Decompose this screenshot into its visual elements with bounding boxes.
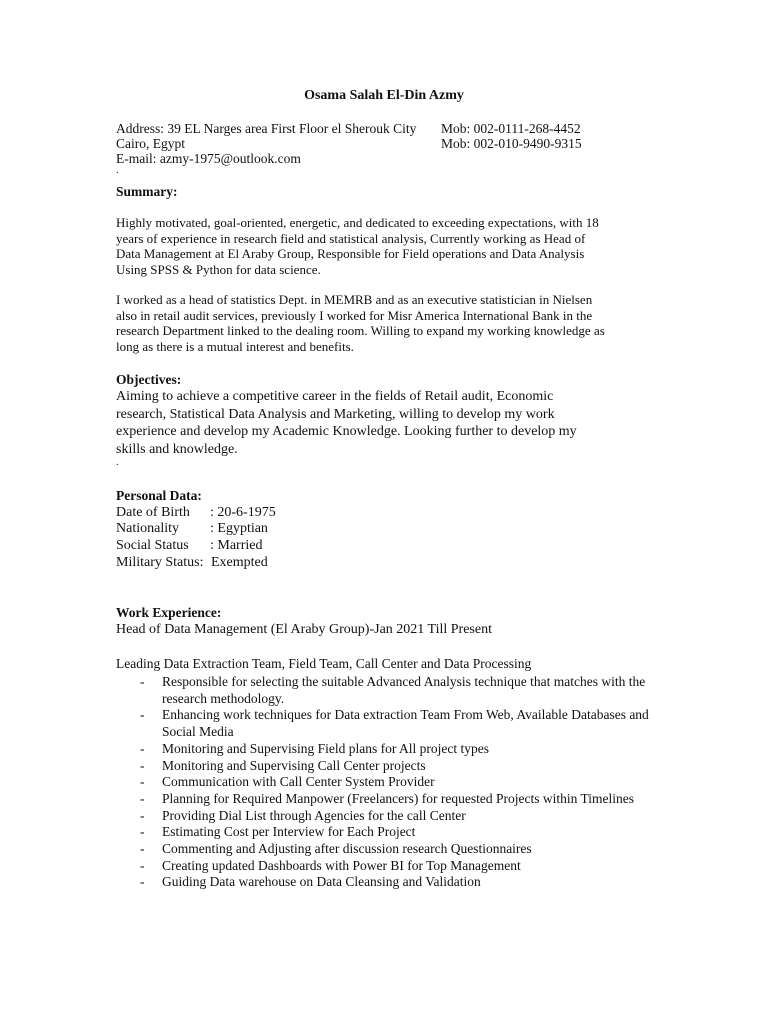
list-item: [116, 841, 676, 858]
list-item: [116, 741, 676, 758]
mobile-number-2: Mob: 002-010-9490-9315: [441, 136, 582, 151]
bullet-dash: -: [140, 757, 145, 773]
personal-data-heading: Personal Data:: [116, 488, 202, 503]
objectives-line: Aiming to achieve a competitive career in the fields of Retail audit, Economic: [116, 389, 554, 404]
nationality-label: Nationality: [116, 521, 179, 536]
summary-p2-line: research Department linked to the dealing room. Willing to expand my working knowledge as: [116, 323, 605, 338]
nationality-value: : Egyptian: [210, 521, 268, 536]
summary-p1-line: Data Management at El Araby Group, Responsible for Field operations and Data Analysis: [116, 246, 585, 261]
objectives-line: skills and knowledge.: [116, 441, 238, 457]
list-item-text: Monitoring and Supervising Call Center projects: [162, 757, 426, 773]
dob-value: : 20-6-1975: [210, 505, 276, 520]
objectives-line: experience and develop my Academic Knowledge. Looking further to develop my: [116, 424, 577, 439]
list-item: [116, 774, 676, 791]
list-item: [116, 674, 676, 707]
summary-p1-line: Using SPSS & Python for data science.: [116, 261, 321, 277]
separator-dot: .: [116, 457, 119, 468]
list-item-text: Monitoring and Supervising Field plans for All project types: [162, 740, 489, 756]
nationality-row: [116, 521, 268, 537]
email-line: E-mail: azmy-1975@outlook.com: [116, 151, 301, 166]
summary-p1-line: Highly motivated, goal-oriented, energetic, and dedicated to exceeding expectations, with 18: [116, 215, 599, 230]
summary-p1-line: years of experience in research field and statistical analysis, Currently working as Head of: [116, 230, 586, 246]
objectives-text: [116, 388, 656, 458]
bullet-dash: -: [140, 857, 145, 873]
separator-dot: .: [116, 165, 119, 176]
summary-p2-line: also in retail audit services, previously I worked for Misr America International Bank in the: [116, 307, 593, 323]
summary-paragraph-2: [116, 292, 652, 354]
dob-label: Date of Birth: [116, 505, 190, 520]
list-item: [116, 758, 676, 775]
list-item-text: Providing Dial List through Agencies for the call Center: [162, 807, 466, 823]
summary-p2-line: long as there is a mutual interest and benefits.: [116, 338, 354, 354]
list-item-text: Commenting and Adjusting after discussion research Questionnaires: [162, 841, 532, 857]
list-item-text: Estimating Cost per Interview for Each Project: [162, 824, 416, 840]
list-item-text: Creating updated Dashboards with Power BI for Top Management: [162, 857, 521, 873]
work-intro: Leading Data Extraction Team, Field Team, Call Center and Data Processing: [116, 656, 532, 671]
military-status-row: [116, 555, 268, 571]
list-item: [116, 874, 676, 891]
military-status-label: Military Status:: [116, 555, 204, 570]
list-item-text: Enhancing work techniques for Data extraction Team From Web, Available Databases and Social Media: [162, 707, 649, 740]
current-position: Head of Data Management (El Araby Group)-Jan 2021 Till Present: [116, 622, 492, 637]
social-status-row: [116, 538, 262, 554]
social-status-label: Social Status: [116, 538, 189, 553]
address-line-1: Address: 39 EL Narges area First Floor el Sherouk City: [116, 121, 417, 136]
candidate-name: Osama Salah El-Din Azmy: [304, 88, 464, 103]
summary-paragraph-1: [116, 215, 652, 277]
military-status-value: Exempted: [211, 555, 268, 570]
dob-row: [116, 505, 276, 521]
bullet-dash: -: [140, 674, 145, 689]
list-item-text: Communication with Call Center System Provider: [162, 774, 435, 790]
summary-heading: Summary:: [116, 184, 178, 199]
list-item-text: Guiding Data warehouse on Data Cleansing and Validation: [162, 874, 481, 890]
bullet-dash: -: [140, 774, 145, 790]
list-item: [116, 858, 676, 875]
bullet-dash: -: [140, 740, 145, 756]
list-item: [116, 707, 676, 740]
work-experience-heading: Work Experience:: [116, 605, 222, 620]
bullet-dash: -: [140, 841, 145, 857]
summary-p2-line: I worked as a head of statistics Dept. in MEMRB and as an executive statistician in Nielsen: [116, 292, 593, 307]
bullet-dash: -: [140, 707, 145, 723]
bullet-dash: -: [140, 874, 145, 890]
bullet-dash: -: [140, 790, 145, 806]
social-status-value: : Married: [210, 538, 263, 553]
objectives-line: research, Statistical Data Analysis and Marketing, willing to develop my work: [116, 406, 555, 422]
bullet-dash: -: [140, 807, 145, 823]
bullet-dash: -: [140, 824, 145, 840]
objectives-heading: Objectives:: [116, 372, 182, 387]
list-item: [116, 791, 676, 808]
list-item: [116, 824, 676, 841]
list-item-text: Responsible for selecting the suitable Advanced Analysis technique that matches with the research methodology.: [162, 674, 646, 706]
mobile-number-1: Mob: 002-0111-268-4452: [441, 121, 581, 136]
list-item-text: Planning for Required Manpower (Freelancers) for requested Projects within Timelines: [162, 790, 635, 806]
list-item: [116, 808, 676, 825]
responsibilities-list: [116, 674, 676, 891]
address-line-2: Cairo, Egypt: [116, 136, 185, 151]
